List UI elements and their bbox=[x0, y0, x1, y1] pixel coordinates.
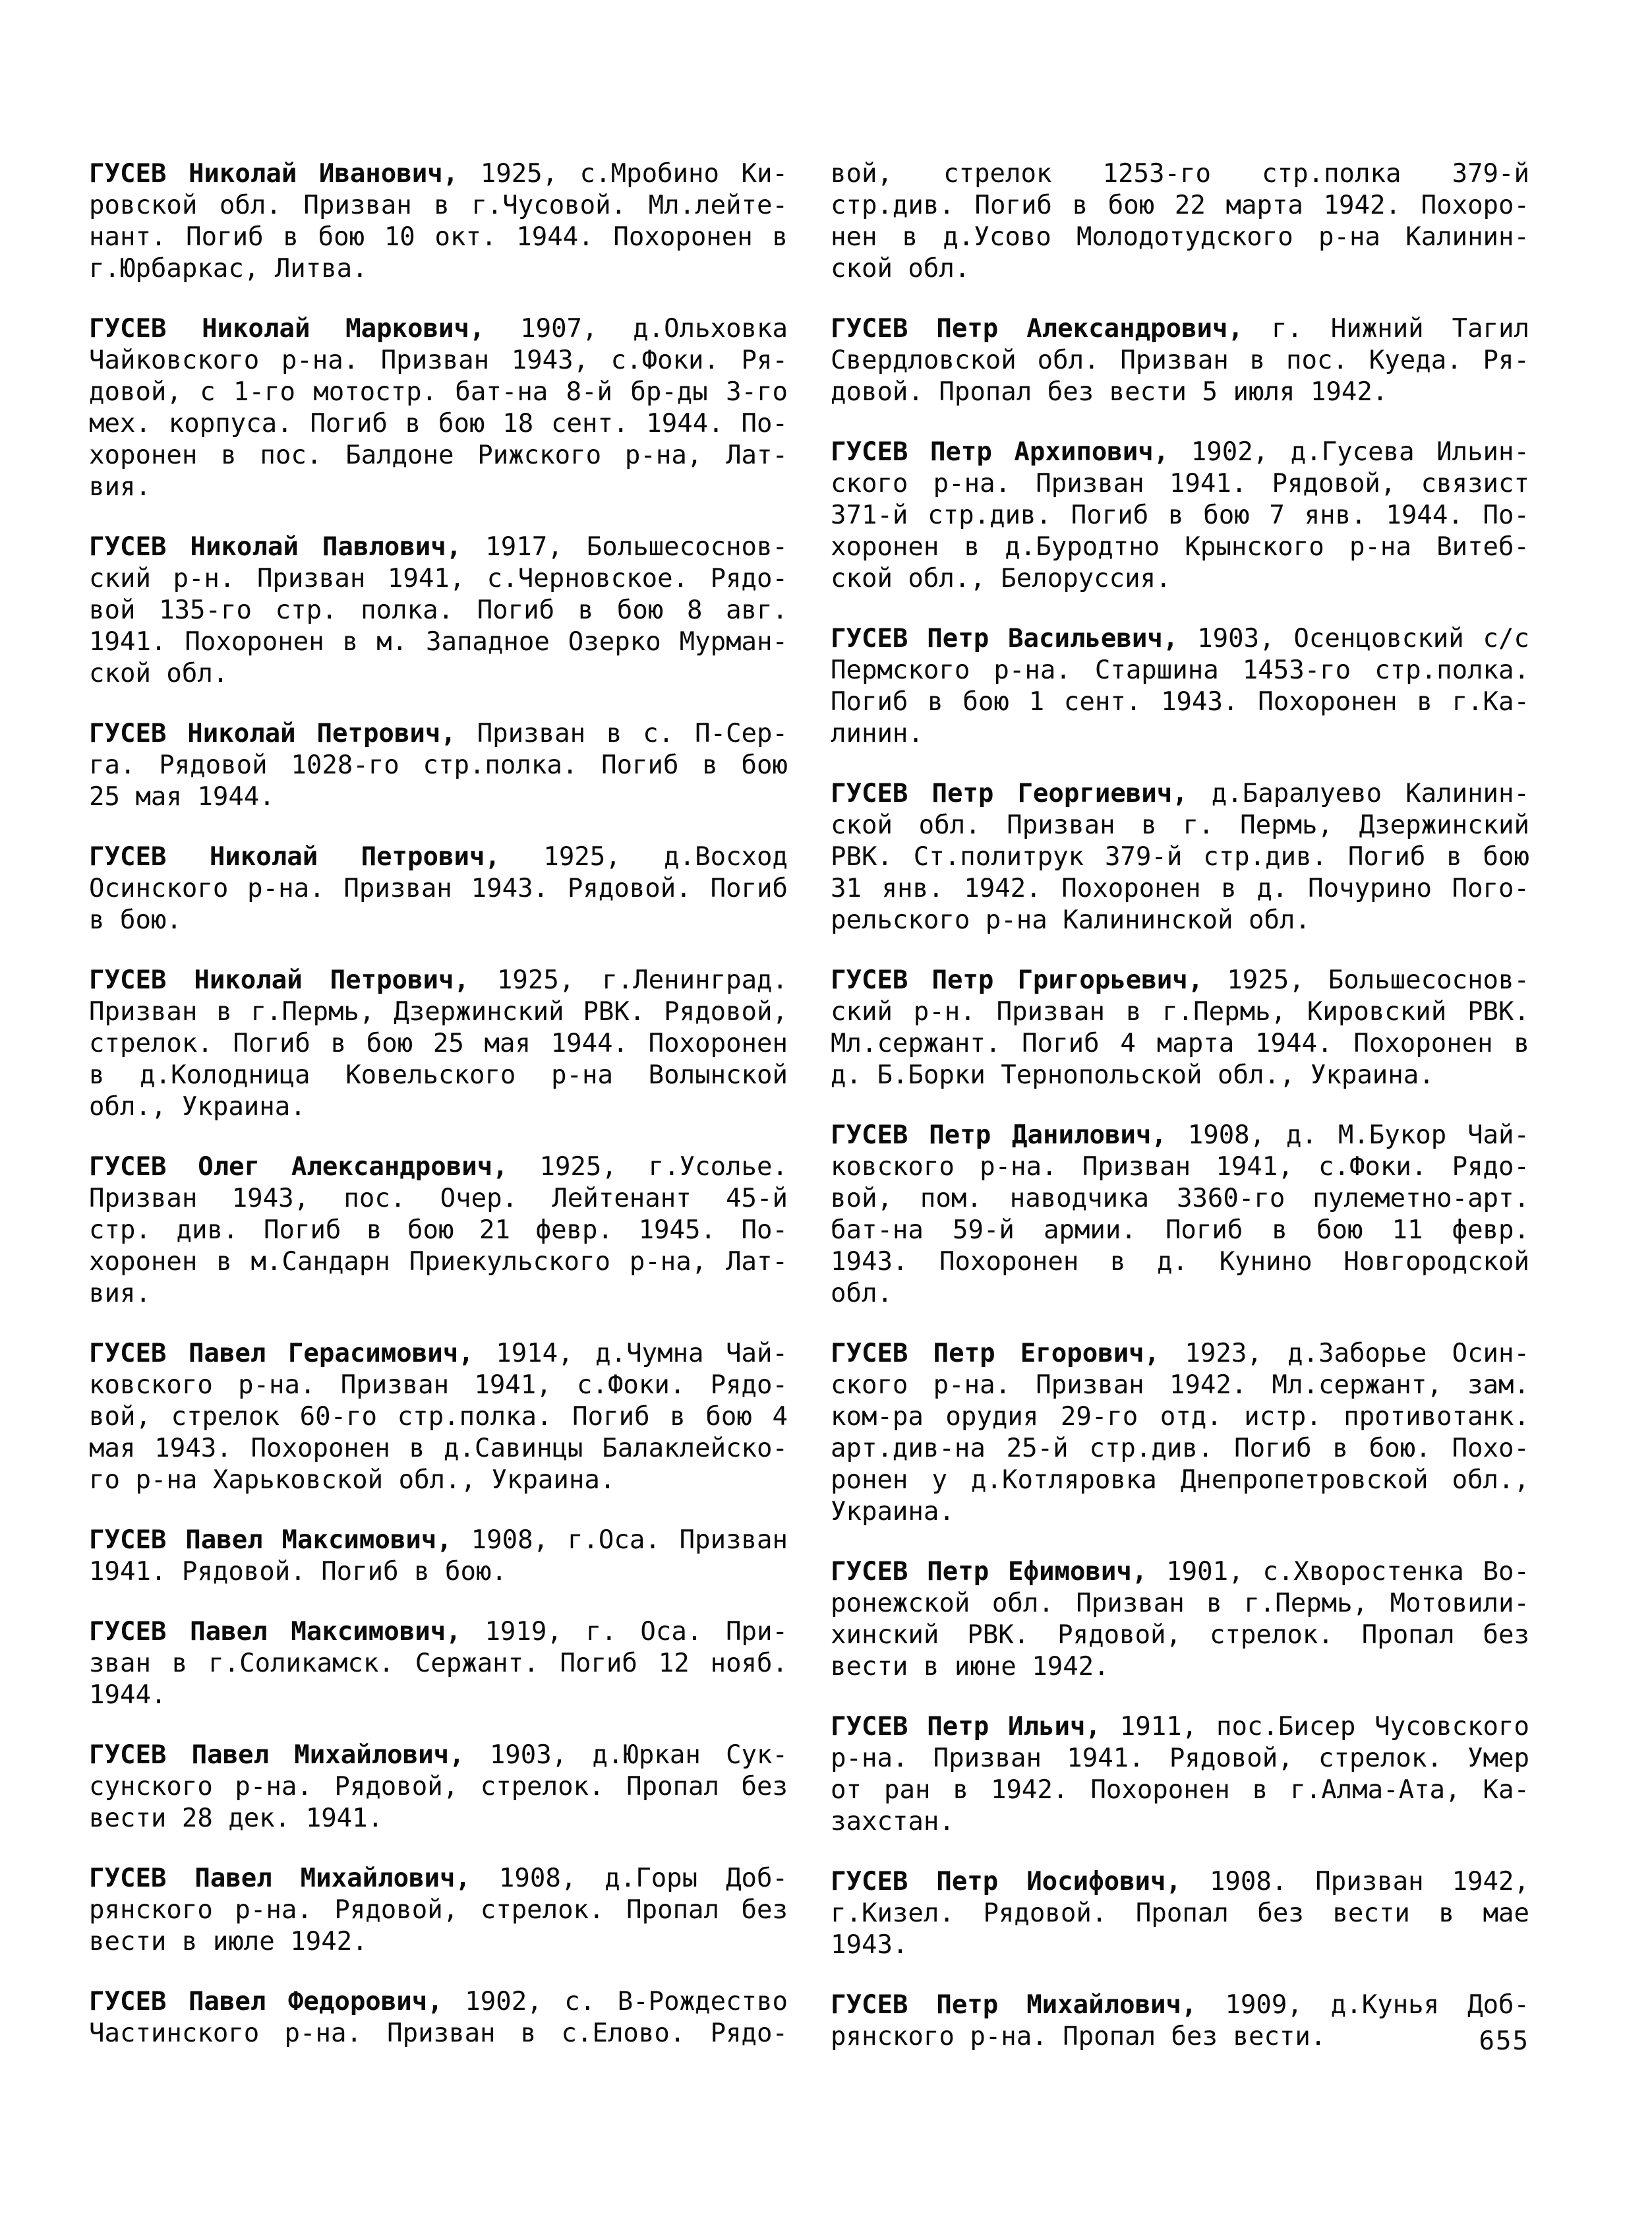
entry-line: ГУСЕВ Петр Васильевич, 1903, Осенцовский с/с bbox=[831, 624, 1529, 653]
entry-line: ГУСЕВ Петр Михайлович, 1909, д.Кунья Доб- bbox=[831, 1990, 1530, 2020]
entry-line: в д.Колодница Ковельского р-на Волынской bbox=[89, 1060, 788, 1090]
entry-line: ронежской обл. Призван в г.Пермь, Мотовили- bbox=[831, 1589, 1529, 1618]
entry-line: вой, стрелок 60-го стр.полка. Погиб в бою 4 bbox=[89, 1402, 788, 1432]
entry-line: стр. див. Погиб в бою 21 февр. 1945. По- bbox=[89, 1215, 788, 1245]
entry-line: ГУСЕВ Николай Петрович, 1925, г.Ленинград. bbox=[89, 965, 788, 995]
entry-line: 1943. Похоронен в д. Кунино Новгородской bbox=[831, 1247, 1529, 1277]
entry-name: ГУСЕВ Петр Михайлович, bbox=[831, 1990, 1197, 2020]
entry-line: рянского р-на. Пропал без вести. bbox=[831, 2022, 1326, 2051]
entry-line: 1941. Похоронен в м. Западное Озерко Мурман- bbox=[89, 627, 788, 657]
entry-line: ГУСЕВ Николай Маркович, 1907, д.Ольховка bbox=[89, 314, 788, 344]
entry-line: ГУСЕВ Петр Григорьевич, 1925, Большесоснов- bbox=[831, 965, 1529, 995]
entry-line: ского р-на. Призван 1941. Рядовой, связист bbox=[831, 469, 1529, 499]
entry-line: ГУСЕВ Николай Иванович, 1925, с.Мробино Ки- bbox=[89, 159, 788, 189]
entry-line: 1943. bbox=[831, 1930, 908, 1960]
entry-line: Свердловской обл. Призван в пос. Куеда. Ря- bbox=[831, 346, 1529, 375]
entry-line: Чайковского р-на. Призван 1943, с.Фоки. Ря- bbox=[89, 346, 788, 375]
entry-line: сунского р-на. Рядовой, стрелок. Пропал без bbox=[89, 1772, 788, 1802]
entry-line: захстан. bbox=[831, 1807, 955, 1836]
memorial-entry bbox=[89, 1740, 788, 1834]
memorial-entry bbox=[89, 1525, 788, 1588]
memorial-entry bbox=[831, 1338, 1529, 1528]
entry-name: ГУСЕВ Олег Александрович, bbox=[89, 1152, 508, 1182]
entry-line: Осинского р-на. Призван 1943. Рядовой. Погиб bbox=[89, 874, 788, 903]
entry-line: га. Рядовой 1028-го стр.полка. Погиб в бою bbox=[89, 750, 788, 780]
entry-line: 1941. Рядовой. Погиб в бою. bbox=[89, 1557, 507, 1587]
memorial-entry bbox=[89, 965, 788, 1123]
entry-line: нен в д.Усово Молодотудского р-на Калинин- bbox=[831, 222, 1529, 252]
entry-line: ской обл. Призван в г. Пермь, Дзержинский bbox=[831, 810, 1529, 840]
memorial-entry bbox=[89, 841, 788, 936]
entry-line: ковского р-на. Призван 1941, с.Фоки. Рядо- bbox=[89, 1370, 788, 1400]
entry-line: довой, с 1-го мотостр. бат-на 8-й бр-ды 3-го bbox=[89, 377, 788, 407]
memorial-entry bbox=[89, 1338, 788, 1496]
memorial-entry bbox=[89, 531, 788, 690]
entry-name: ГУСЕВ Николай Маркович, bbox=[89, 314, 485, 344]
entry-line: вой, пом. наводчика 3360-го пулеметно-арт. bbox=[831, 1184, 1529, 1213]
memorial-entry bbox=[831, 313, 1529, 408]
entry-line: ГУСЕВ Павел Герасимович, 1914, д.Чумна Чай- bbox=[89, 1339, 788, 1368]
entry-line: хоронен в пос. Балдоне Рижского р-на, Лат- bbox=[89, 440, 788, 470]
entry-name: ГУСЕВ Николай Павлович, bbox=[89, 532, 462, 562]
entry-line: ком-ра орудия 29-го отд. истр. противотанк. bbox=[831, 1402, 1529, 1432]
entry-line: Частинского р-на. Призван в с.Елово. Рядо- bbox=[89, 2018, 788, 2048]
entry-line: ский р-н. Призван в г.Пермь, Кировский РВК. bbox=[831, 997, 1529, 1027]
memorial-entry bbox=[831, 1120, 1529, 1310]
entry-line: ГУСЕВ Петр Георгиевич, д.Баралуево Калинин- bbox=[831, 779, 1529, 808]
entry-line: ГУСЕВ Петр Данилович, 1908, д. М.Букор Чай- bbox=[831, 1120, 1529, 1150]
entry-name: ГУСЕВ Николай Петрович, bbox=[89, 965, 469, 995]
entry-line: г.Юрбаркас, Литва. bbox=[89, 254, 368, 284]
entry-line: обл. bbox=[831, 1279, 893, 1308]
entry-line: 1944. bbox=[89, 1680, 167, 1710]
entry-line: 371-й стр.див. Погиб в бою 7 янв. 1944. По- bbox=[831, 500, 1529, 530]
entry-name: ГУСЕВ Павел Максимович, bbox=[89, 1525, 452, 1555]
entry-line: стр.див. Погиб в бою 22 марта 1942. Похоро- bbox=[831, 191, 1529, 220]
entry-name: ГУСЕВ Николай Иванович, bbox=[89, 159, 459, 189]
entry-name: ГУСЕВ Петр Георгиевич, bbox=[831, 779, 1188, 808]
memorial-entry bbox=[89, 1616, 788, 1711]
entry-line: ГУСЕВ Петр Иосифович, 1908. Призван 1942, bbox=[831, 1867, 1529, 1896]
entry-line: ГУСЕВ Павел Максимович, 1908, г.Оса. Призван bbox=[89, 1525, 788, 1555]
entry-line: ровской обл. Призван в г.Чусовой. Мл.лейте- bbox=[89, 191, 788, 220]
entry-line: нант. Погиб в бою 10 окт. 1944. Похоронен в bbox=[89, 222, 788, 252]
entry-line: хинский РВК. Рядовой, стрелок. Пропал без bbox=[831, 1620, 1529, 1650]
entry-line: ской обл., Белоруссия. bbox=[831, 564, 1171, 593]
entry-line: вия. bbox=[89, 1279, 151, 1308]
entry-line: арт.див-на 25-й стр.див. Погиб в бою. Похо- bbox=[831, 1434, 1529, 1463]
entry-name: ГУСЕВ Павел Михайлович, bbox=[89, 1740, 465, 1770]
entry-name: ГУСЕВ Павел Федорович, bbox=[89, 1987, 443, 2016]
entry-line: ГУСЕВ Николай Петрович, Призван в с. П-Сер- bbox=[89, 719, 788, 748]
entry-line: ГУСЕВ Петр Ильич, 1911, пос.Бисер Чусовского bbox=[831, 1712, 1529, 1742]
entry-name: ГУСЕВ Петр Григорьевич, bbox=[831, 965, 1204, 995]
entry-line: г.Кизел. Рядовой. Пропал без вести в мае bbox=[831, 1898, 1529, 1928]
entry-name: ГУСЕВ Петр Данилович, bbox=[831, 1120, 1167, 1150]
entry-line: ГУСЕВ Петр Ефимович, 1901, с.Хворостенка Во- bbox=[831, 1557, 1529, 1587]
memorial-entry bbox=[89, 1151, 788, 1310]
entry-name: ГУСЕВ Павел Михайлович, bbox=[89, 1864, 471, 1893]
entry-line: ГУСЕВ Олег Александрович, 1925, г.Усолье. bbox=[89, 1152, 788, 1182]
entry-line: рельского р-на Калининской обл. bbox=[831, 905, 1311, 935]
entry-line: ГУСЕВ Павел Максимович, 1919, г. Оса. При- bbox=[89, 1617, 788, 1647]
entry-line: ской обл. bbox=[89, 659, 229, 688]
entry-line: линин. bbox=[831, 719, 924, 748]
entry-line: бат-на 59-й армии. Погиб в бою 11 февр. bbox=[831, 1215, 1529, 1245]
entry-line: ский р-н. Призван 1941, с.Черновское. Рядо- bbox=[89, 564, 788, 593]
entry-line: рянского р-на. Рядовой, стрелок. Пропал без bbox=[89, 1895, 788, 1925]
memorial-entry bbox=[831, 158, 1529, 285]
entry-line: ронен у д.Котляровка Днепропетровской обл., bbox=[831, 1465, 1529, 1495]
memorial-entry bbox=[89, 1986, 788, 2049]
entry-line: хоронен в д.Буродтно Крынского р-на Витеб- bbox=[831, 532, 1529, 562]
entry-line: Украина. bbox=[831, 1497, 955, 1527]
entry-name: ГУСЕВ Петр Архипович, bbox=[831, 437, 1169, 467]
entry-line: ской обл. bbox=[831, 254, 970, 284]
entry-name: ГУСЕВ Николай Петрович, bbox=[89, 842, 500, 872]
entry-name: ГУСЕВ Петр Александрович, bbox=[831, 314, 1243, 344]
entry-line: вести в июле 1942. bbox=[89, 1927, 368, 1956]
entry-line: РВК. Ст.политрук 379-й стр.див. Погиб в бою bbox=[831, 842, 1529, 872]
page-number: 655 bbox=[1479, 2026, 1529, 2056]
entry-line: го р-на Харьковской обл., Украина. bbox=[89, 1465, 616, 1495]
entry-line: ГУСЕВ Павел Михайлович, 1903, д.Юркан Сук- bbox=[89, 1740, 788, 1770]
entry-line: хоронен в м.Сандарн Приекульского р-на, Лат- bbox=[89, 1247, 788, 1277]
memorial-entry bbox=[831, 778, 1529, 936]
entry-line: мех. корпуса. Погиб в бою 18 сент. 1944. По- bbox=[89, 409, 788, 439]
entry-line: ГУСЕВ Петр Александрович, г. Нижний Тагил bbox=[831, 314, 1530, 344]
entry-line: 25 мая 1944. bbox=[89, 782, 275, 812]
memorial-entry bbox=[831, 437, 1529, 595]
entry-name: ГУСЕВ Николай Петрович, bbox=[89, 719, 456, 748]
entry-name: ГУСЕВ Павел Максимович, bbox=[89, 1617, 461, 1647]
entry-line: ского р-на. Призван 1942. Мл.сержант, зам. bbox=[831, 1370, 1529, 1400]
entry-line: вой, стрелок 1253-го стр.полка 379-й bbox=[831, 159, 1529, 189]
entry-name: ГУСЕВ Петр Ильич, bbox=[831, 1712, 1101, 1742]
entry-line: довой. Пропал без вести 5 июля 1942. bbox=[831, 377, 1388, 407]
entry-line: д. Б.Борки Тернопольской обл., Украина. bbox=[831, 1060, 1434, 1090]
memorial-entry bbox=[89, 158, 788, 285]
entry-line: Призван в г.Пермь, Дзержинский РВК. Рядовой, bbox=[89, 997, 788, 1027]
memorial-entry bbox=[89, 718, 788, 813]
memorial-entry bbox=[89, 313, 788, 503]
entry-line: ГУСЕВ Павел Михайлович, 1908, д.Горы Доб- bbox=[89, 1864, 788, 1893]
entry-line: ковского р-на. Призван 1941, с.Фоки. Рядо- bbox=[831, 1152, 1529, 1182]
entry-line: от ран в 1942. Похоронен в г.Алма-Ата, Ка- bbox=[831, 1775, 1529, 1805]
entry-line: ГУСЕВ Петр Архипович, 1902, д.Гусева Ильин- bbox=[831, 437, 1529, 467]
memorial-entry bbox=[831, 1556, 1529, 1683]
entry-line: Пермского р-на. Старшина 1453-го стр.полка. bbox=[831, 655, 1529, 685]
memorial-entry bbox=[831, 1866, 1529, 1961]
entry-line: р-на. Призван 1941. Рядовой, стрелок. Умер bbox=[831, 1743, 1529, 1773]
entry-line: ГУСЕВ Николай Петрович, 1925, д.Восход bbox=[89, 842, 788, 872]
entry-name: ГУСЕВ Петр Иосифович, bbox=[831, 1867, 1181, 1896]
entry-line: Призван 1943, пос. Очер. Лейтенант 45-й bbox=[89, 1184, 788, 1213]
entry-line: мая 1943. Похоронен в д.Савинцы Балаклейско- bbox=[89, 1434, 788, 1463]
entry-line: вести в июне 1942. bbox=[831, 1652, 1109, 1682]
entry-line: вой 135-го стр. полка. Погиб в бою 8 авг. bbox=[89, 595, 788, 625]
entry-line: обл., Украина. bbox=[89, 1092, 306, 1122]
memorial-entry bbox=[89, 1863, 788, 1958]
entry-line: 31 янв. 1942. Похоронен в д. Почурино Пого- bbox=[831, 874, 1529, 903]
entry-name: ГУСЕВ Павел Герасимович, bbox=[89, 1339, 474, 1368]
entry-name: ГУСЕВ Петр Васильевич, bbox=[831, 624, 1179, 653]
entry-name: ГУСЕВ Петр Егорович, bbox=[831, 1339, 1160, 1368]
entry-line: в бою. bbox=[89, 905, 182, 935]
entry-line: зван в г.Соликамск. Сержант. Погиб 12 нояб. bbox=[89, 1649, 788, 1678]
entry-line: Мл.сержант. Погиб 4 марта 1944. Похоронен в bbox=[831, 1029, 1529, 1058]
memorial-entry bbox=[831, 965, 1529, 1091]
entry-line: ГУСЕВ Павел Федорович, 1902, с. В-Рождество bbox=[89, 1987, 788, 2016]
entry-line: ГУСЕВ Петр Егорович, 1923, д.Заборье Осин- bbox=[831, 1339, 1529, 1368]
entry-line: вия. bbox=[89, 472, 151, 502]
entry-line: стрелок. Погиб в бою 25 мая 1944. Похоронен bbox=[89, 1029, 788, 1058]
entry-line: ГУСЕВ Николай Павлович, 1917, Большесоснов- bbox=[89, 532, 788, 562]
right-column bbox=[831, 158, 1529, 2081]
entry-line: вести 28 дек. 1941. bbox=[89, 1804, 384, 1833]
memorial-entry bbox=[831, 623, 1529, 750]
entry-name: ГУСЕВ Петр Ефимович, bbox=[831, 1557, 1148, 1587]
left-column bbox=[89, 158, 788, 2078]
memorial-entry bbox=[831, 1711, 1529, 1838]
entry-line: Погиб в бою 1 сент. 1943. Похоронен в г.Ка- bbox=[831, 687, 1529, 717]
